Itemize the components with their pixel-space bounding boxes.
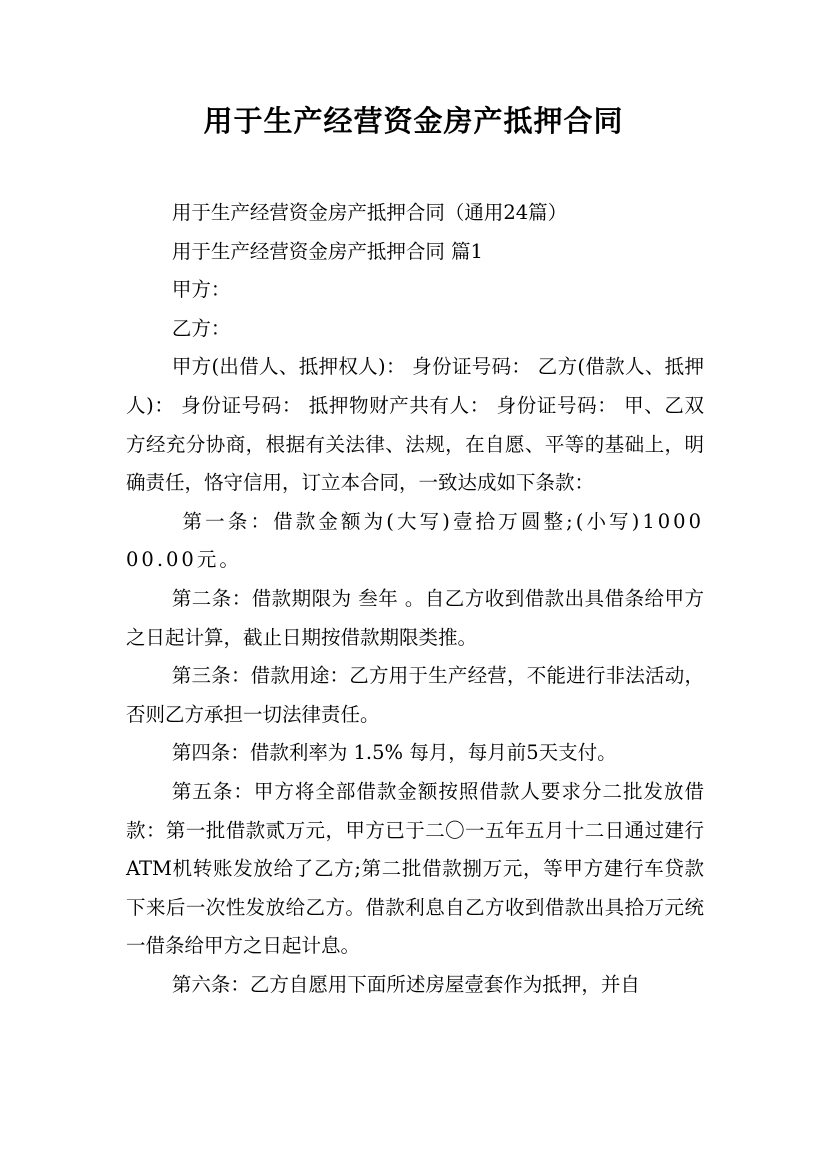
parties-paragraph: 甲方(出借人、抵押权人)： 身份证号码： 乙方(借款人、抵押人)： 身份证号码： 抵押物财产共有人： 身份证号码： 甲、乙双方经充分协商，根据有关法律、法规，在自愿、平等的基础上，明确责任，恪守信用，订立本合同，一致达成如下条款： — [126, 355, 704, 495]
article-6-paragraph: 第六条：乙方自愿用下面所述房屋壹套作为抵押，并自 — [171, 972, 640, 996]
section-heading: 用于生产经营资金房产抵押合同 篇1 — [171, 239, 483, 263]
document-title: 用于生产经营资金房产抵押合同 — [203, 104, 624, 138]
article-4-paragraph: 第四条：借款利率为 1.5% 每月，每月前5天支付。 — [171, 741, 617, 765]
document-body — [126, 194, 704, 1004]
party-b-line: 乙方： — [171, 316, 231, 340]
article-5-paragraph: 第五条：甲方将全部借款金额按照借款人要求分二批发放借款：第一批借款贰万元，甲方已于二〇一五年五月十二日通过建行ATM机转账发放给了乙方;第二批借款捌万元，等甲方建行车贷款下来后一次性发放给乙方。借款利息自乙方收到借款出具拾万元统一借条给甲方之日起计息。 — [126, 779, 704, 958]
article-3-paragraph: 第三条：借款用途：乙方用于生产经营，不能进行非法活动，否则乙方承担一切法律责任。 — [126, 664, 704, 726]
article-1-paragraph: 第一条：借款金额为(大写)壹拾万圆整;(小写)100000.00元。 — [126, 509, 704, 572]
party-a-line: 甲方： — [171, 278, 231, 302]
article-2-paragraph: 第二条：借款期限为 叁年 。自乙方收到借款出具借条给甲方之日起计算，截止日期按借款期限类推。 — [126, 586, 704, 649]
subtitle-paragraph: 用于生产经营资金房产抵押合同（通用24篇） — [171, 201, 568, 224]
